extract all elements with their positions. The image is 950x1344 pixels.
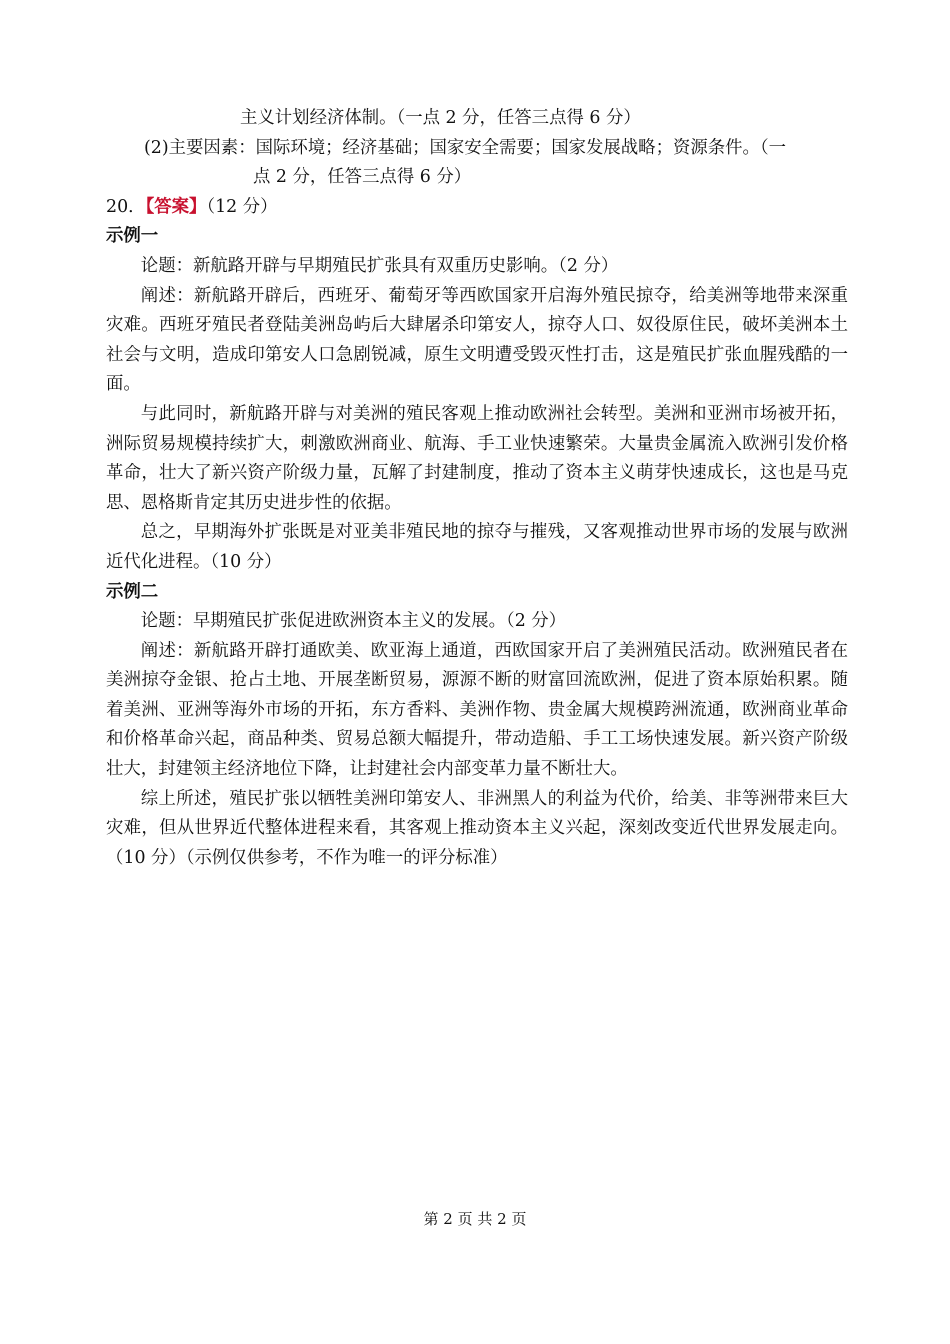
example2-paragraph-2: 综上所述，殖民扩张以牺牲美洲印第安人、非洲黑人的利益为代价，给美、非等洲带来巨大灾难，但从世界近代整体进程来看，其客观上推动资本主义兴起，深刻改变近代世界发展走向。（10 分）（示例仅供参考，不作为唯一的评分标准） — [106, 788, 848, 868]
q20-score: （12 分） — [206, 196, 278, 217]
page-footer: 第 2 页 共 2 页 — [423, 1210, 527, 1228]
answer-tag: 【答案】 — [145, 196, 207, 217]
example1-paragraph-2: 与此同时，新航路开辟与对美洲的殖民客观上推动欧洲社会转型。美洲和亚洲市场被开拓，洲际贸易规模持续扩大，刺激欧洲商业、航海、手工业快速繁荣。大量贵金属流入欧洲引发价格革命，壮大了新兴资产阶级力量，瓦解了封建制度，推动了资本主义萌芽快速成长，这也是马克思、恩格斯肯定其历史进步性的依据。 — [106, 403, 848, 513]
example1-title: 示例一 — [106, 226, 159, 247]
q19-part2-line2: 点 2 分，任答三点得 6 分） — [253, 167, 472, 188]
q19-part2-line1: (2)主要因素：国际环境；经济基础；国家安全需要；国家发展战略；资源条件。（一 — [144, 137, 787, 158]
example2-paragraph-1: 阐述：新航路开辟打通欧美、欧亚海上通道，西欧国家开启了美洲殖民活动。欧洲殖民者在美洲掠夺金银、抢占土地、开展垄断贸易，源源不断的财富回流欧洲，促进了资本原始积累。随着美洲、亚洲等海外市场的开拓，东方香料、美洲作物、贵金属大规模跨洲流通，欧洲商业革命和价格革命兴起，商品种类、贸易总额大幅提升，带动造船、手工工场快速发展。新兴资产阶级壮大，封建领主经济地位下降，让封建社会内部变革力量不断壮大。 — [106, 640, 848, 780]
example1-paragraph-3: 总之，早期海外扩张既是对亚美非殖民地的掠夺与摧残，又客观推动世界市场的发展与欧洲近代化进程。（10 分） — [106, 522, 848, 572]
example2-title: 示例二 — [106, 581, 159, 602]
example2-thesis: 论题：早期殖民扩张促进欧洲资本主义的发展。（2 分） — [140, 611, 567, 632]
q20-number: 20． — [106, 196, 146, 217]
document-body — [106, 104, 848, 873]
q19-continuation-line: 主义计划经济体制。（一点 2 分，任答三点得 6 分） — [240, 108, 641, 128]
example1-thesis: 论题：新航路开辟与早期殖民扩张具有双重历史影响。（2 分） — [140, 255, 619, 276]
example1-paragraph-1: 阐述：新航路开辟后，西班牙、葡萄牙等西欧国家开启海外殖民掠夺，给美洲等地带来深重灾难。西班牙殖民者登陆美洲岛屿后大肆屠杀印第安人，掠夺人口、奴役原住民，破坏美洲本土社会与文明，造成印第安人口急剧锐减，原生文明遭受毁灭性打击，这是殖民扩张血腥残酷的一面。 — [106, 285, 848, 395]
q20-heading — [106, 193, 848, 223]
